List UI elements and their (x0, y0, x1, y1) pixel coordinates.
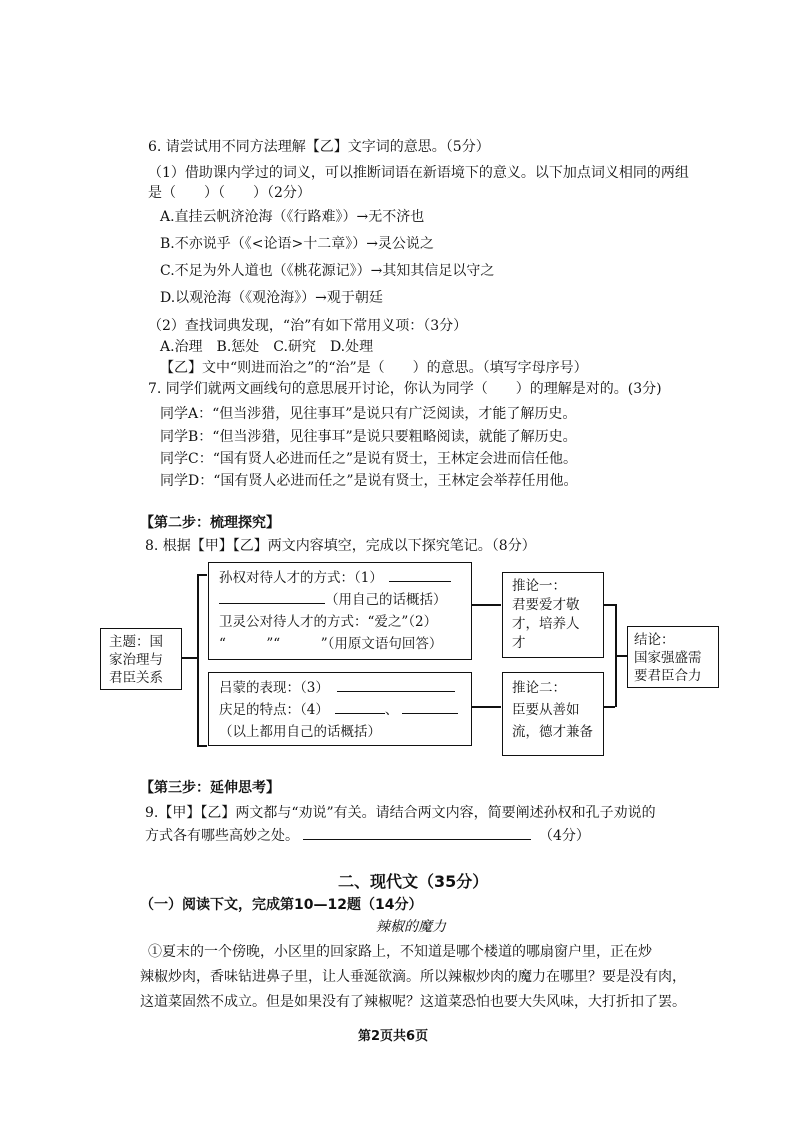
sunquan-box (208, 562, 472, 660)
bracket-left (197, 574, 199, 746)
connector-line (471, 604, 501, 606)
paragraph-line: 这道菜固然不成立。但是如果没有了辣椒呢？这道菜恐怕也要大失风味，大打折扣了罢。 (140, 994, 686, 1010)
q6-sub1-line2: 是（ ）（ ）（2分） (148, 185, 311, 201)
theme-line: 主题：国 (109, 634, 163, 650)
q6-sub1-line1: （1）借助课内学过的词义，可以推断词语在新语境下的意义。以下加点词义相同的两组 (148, 165, 689, 181)
q7-student-c: 同学C：“国有贤人必进而任之”是说有贤士，王林定会进而信任他。 (160, 451, 578, 467)
connector-line (181, 657, 197, 659)
section2-heading: 二、现代文（35分） (338, 872, 489, 891)
q9-line2: 方式各有哪些高妙之处。 （4分） (145, 828, 590, 844)
q8-stem: 8. 根据【甲】【乙】两文内容填空，完成以下探究笔记。（8分） (145, 538, 536, 554)
bracket-tick (603, 604, 615, 606)
concl-line: 要君臣合力 (634, 668, 702, 684)
paragraph-line: ①夏末的一个傍晚，小区里的回家路上，不知道是哪个楼道的哪扇窗户里，正在炒 (148, 944, 652, 960)
inf1-line: 推论一： (512, 578, 566, 594)
q7-student-d: 同学D：“国有贤人必进而任之”是说有贤士，王林定会举荐任用他。 (160, 473, 578, 489)
box1-line1: 孙权对待人才的方式：（1） (219, 569, 451, 587)
box2-line1: 吕蒙的表现：（3） (219, 679, 455, 697)
part1-heading: （一）阅读下文，完成第10—12题（14分） (140, 897, 423, 913)
box2-line3: （以上都用自己的话概括） (219, 724, 381, 740)
step2-heading: 【第二步：梳理探究】 (140, 515, 280, 531)
theme-line: 君臣关系 (109, 670, 163, 686)
paragraph-line: 辣椒炒肉，香味钻进鼻子里，让人垂涎欲滴。所以辣椒炒肉的魔力在哪里？要是没有肉， (140, 969, 686, 985)
conclusion-box (627, 626, 719, 688)
q6-sub2-question: 【乙】文中“则进而治之”的“治”是（ ）的意思。（填写字母序号） (160, 360, 588, 376)
bracket-tick (197, 574, 207, 576)
q6-option-a: A.直挂云帆济沧海（《行路难》）→无不济也 (160, 209, 425, 225)
q6-sub2: （2）查找词典发现，“治”有如下常用义项：（3分） (148, 318, 468, 334)
theme-box (100, 628, 182, 690)
q6-stem: 6. 请尝试用不同方法理解【乙】文字词的意思。（5分） (148, 139, 490, 155)
step3-heading: 【第三步：延伸思考】 (140, 780, 280, 796)
q9-line1: 9.【甲】【乙】两文都与“劝说”有关。请结合两文内容，简要阐述孙权和孔子劝说的 (145, 805, 656, 821)
connector-line (471, 706, 501, 708)
q6-option-c: C.不足为外人道也（《桃花源记》）→其知其信足以守之 (160, 263, 495, 279)
theme-line: 家治理与 (109, 652, 163, 668)
concl-line: 国家强盛需 (634, 650, 702, 666)
page-footer: 第2页共6页 (358, 1029, 429, 1044)
box1-line4: “ ”“ ”（用原文语句回答） (219, 636, 443, 652)
box2-line2: 庆足的特点：（4） 、 (219, 701, 458, 719)
q6-sub2-options: A.治理 B.惩处 C.研究 D.处理 (160, 339, 374, 355)
bracket-tick (603, 706, 615, 708)
bracket-tick (197, 745, 207, 747)
inf2-line: 流，德才兼备 (512, 724, 593, 740)
q6-option-d: D.以观沧海（《观沧海》）→观于朝廷 (160, 290, 383, 306)
q6-option-b: B.不亦说乎（《<论语>十二章》）→灵公说之 (160, 236, 434, 252)
connector-line (615, 655, 627, 657)
q7-student-a: 同学A：“但当涉猎，见往事耳”是说只有广泛阅读，才能了解历史。 (160, 406, 577, 422)
box1-line2: （用自己的话概括） (219, 591, 447, 609)
q7-student-b: 同学B：“但当涉猎，见往事耳”是说只要粗略阅读，就能了解历史。 (160, 429, 577, 445)
inference2-box (502, 672, 604, 756)
lvmeng-box (208, 672, 472, 746)
inference1-box (502, 572, 604, 658)
q9-answer-blank (303, 839, 531, 840)
essay-title: 辣椒的魔力 (376, 919, 446, 935)
inf1-line: 才 (512, 635, 526, 651)
inf2-line: 臣要从善如 (512, 702, 580, 718)
box1-line3: 卫灵公对待人才的方式：“爱之”（2） (219, 614, 438, 630)
concl-line: 结论： (634, 632, 675, 648)
inf2-line: 推论二： (512, 680, 566, 696)
inf1-line: 才，培养人 (512, 616, 580, 632)
q7-stem: 7. 同学们就两文画线句的意思展开讨论，你认为同学（ ）的理解是对的。(3分) (148, 381, 662, 397)
inf1-line: 君要爱才敬 (512, 597, 580, 613)
